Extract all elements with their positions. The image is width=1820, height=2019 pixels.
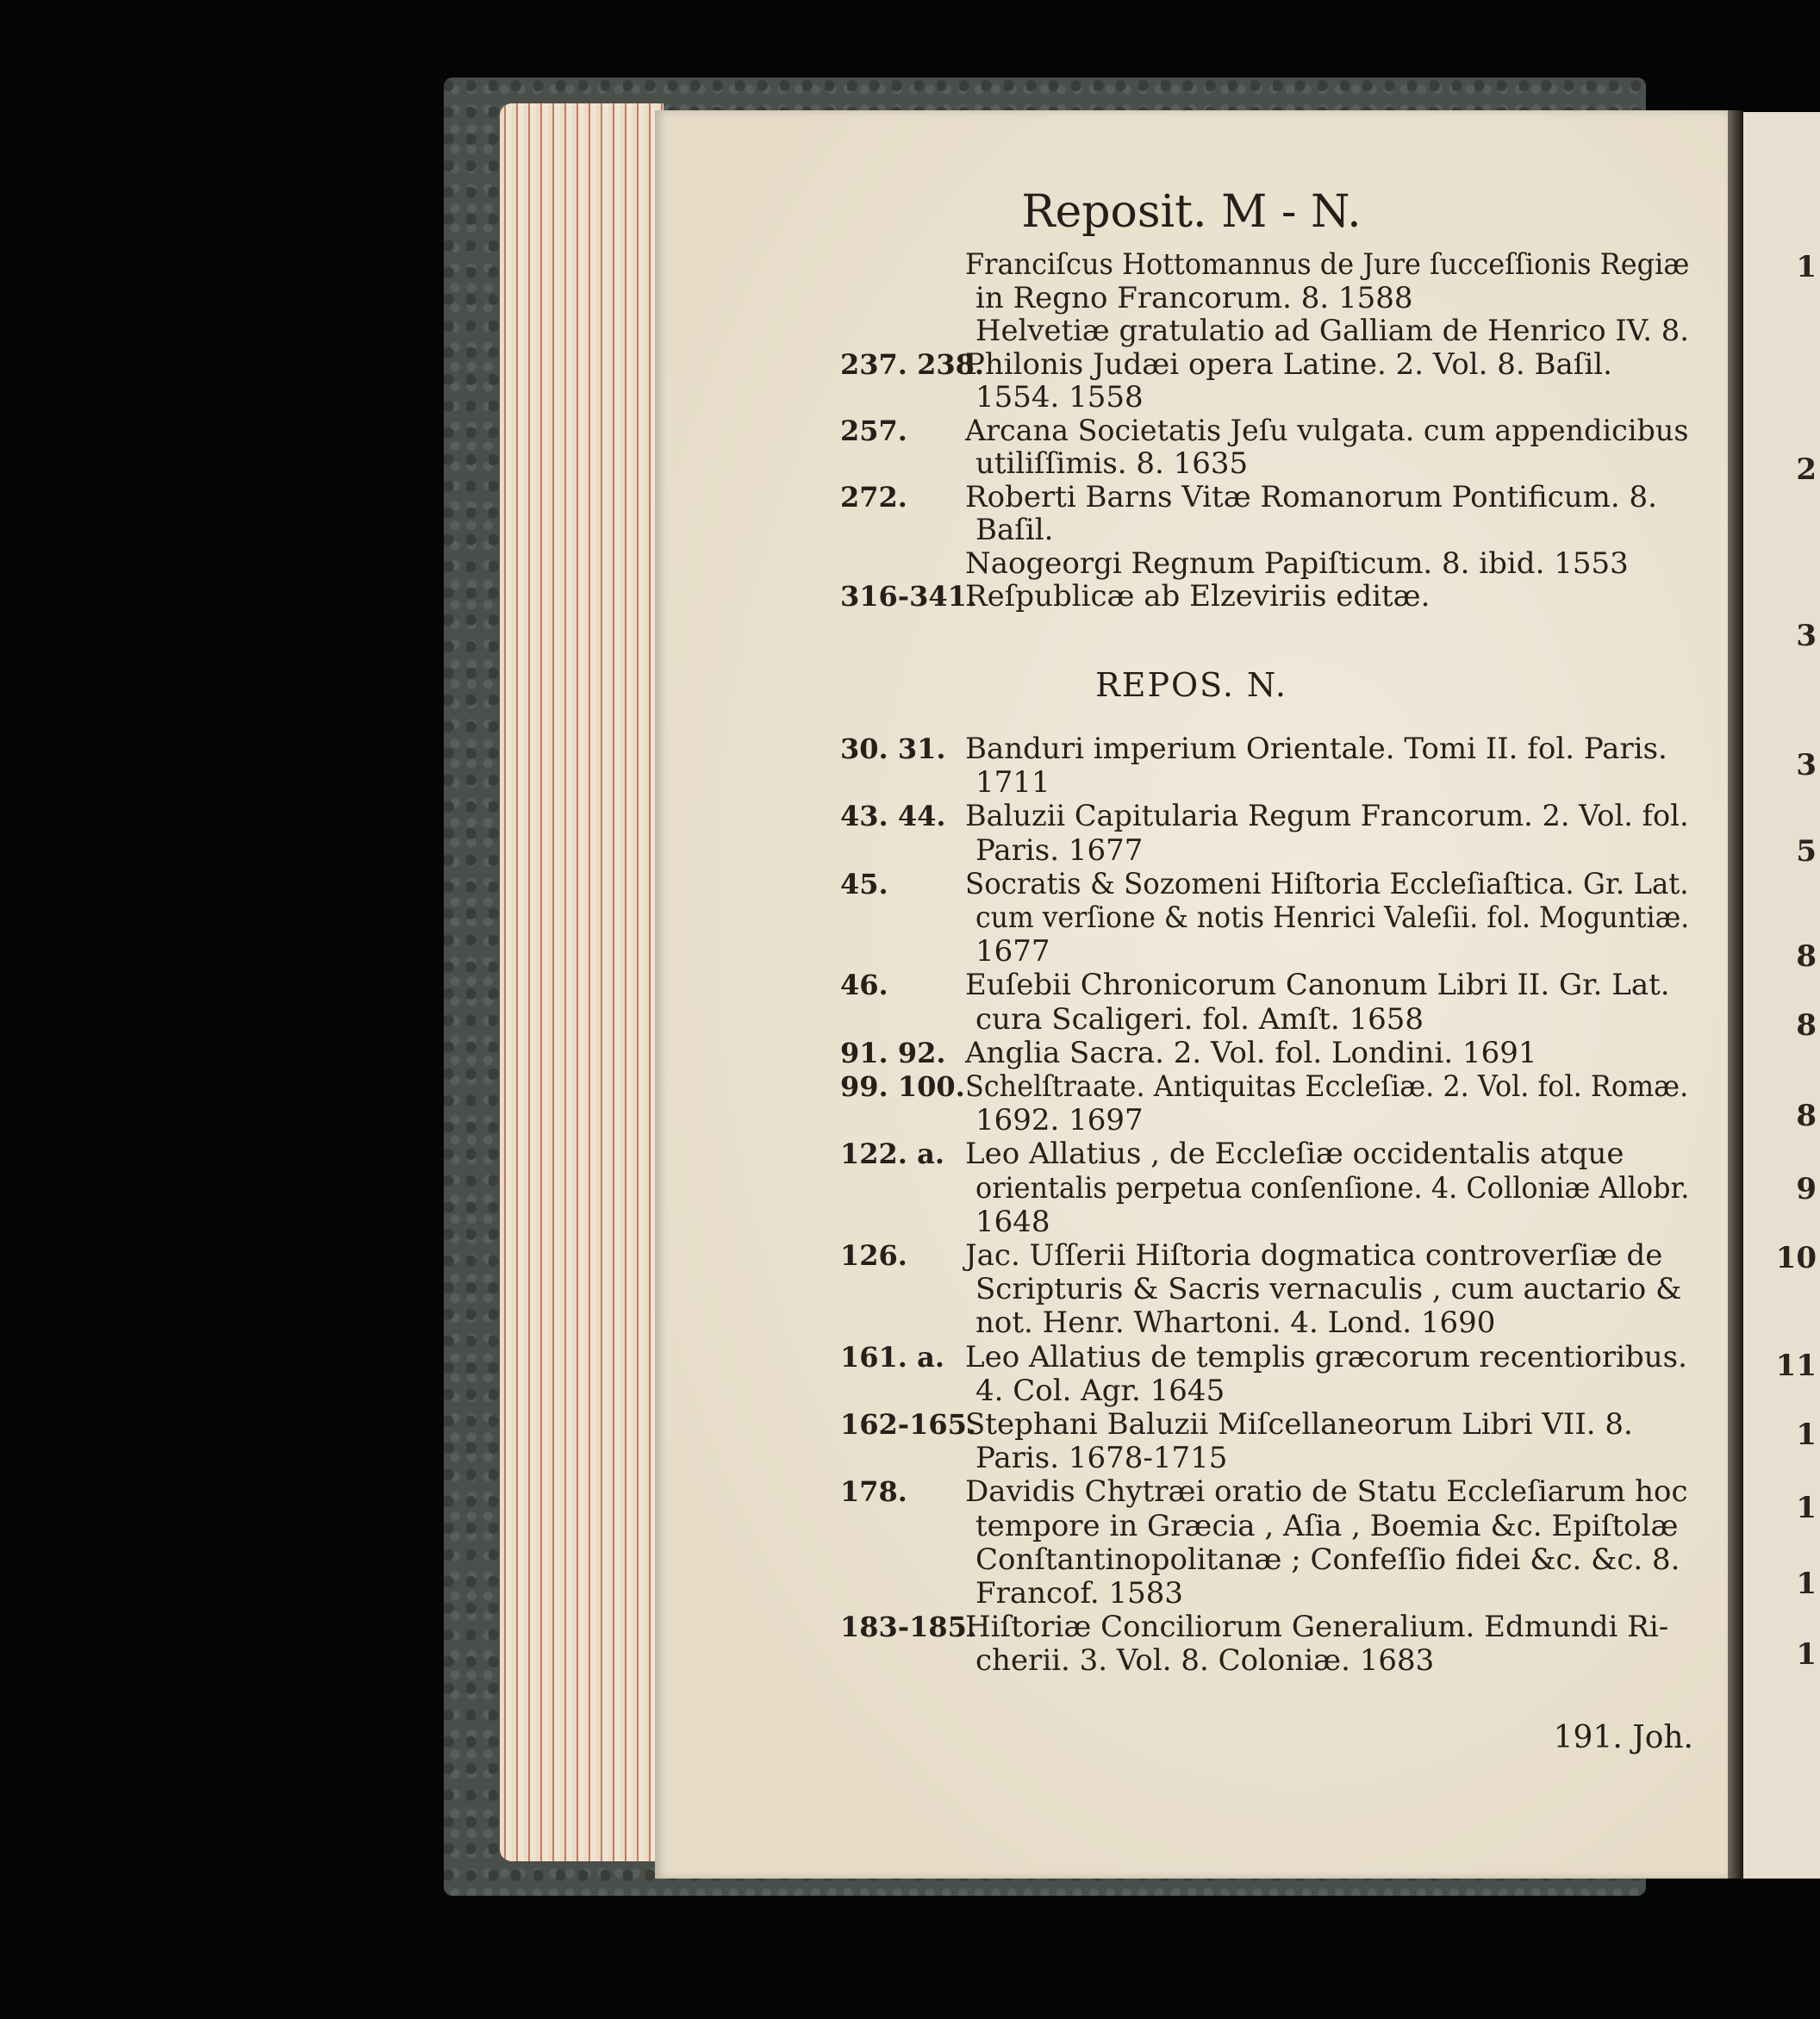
facing-page-fragment: 11 <box>1775 1349 1817 1383</box>
entry-number: 272. <box>840 480 907 514</box>
facing-page-fragment: 8 <box>1796 939 1817 974</box>
book-page <box>655 110 1728 1879</box>
entry-line: Philonis Judæi opera Latine. 2. Vol. 8. Baſil. <box>965 346 1612 382</box>
entry-number: 257. <box>840 414 907 447</box>
facing-page-fragment: 1 <box>1796 250 1817 284</box>
entry-line: Paris. 1677 <box>975 832 1144 868</box>
entry-number: 237. 238. <box>840 347 985 381</box>
entry-line: tempore in Græcia , Aſia , Boemia &c. Epiſtolæ <box>975 1508 1679 1543</box>
entry-number: 45. <box>840 867 888 900</box>
entry-line: Anglia Sacra. 2. Vol. fol. Londini. 1691 <box>965 1035 1537 1070</box>
entry-number: 46. <box>840 969 888 1002</box>
entry-line: Francof. 1583 <box>975 1576 1184 1611</box>
entry-line: Arcana Societatis Jeſu vulgata. cum appendicibus <box>965 413 1689 448</box>
entry-line: 1692. 1697 <box>975 1103 1144 1138</box>
entry-line: Naogeorgi Regnum Papiſticum. 8. ibid. 1553 <box>965 545 1629 581</box>
entry-line: in Regno Francorum. 8. 1588 <box>975 280 1413 315</box>
entry-line: Leo Allatius , de Eccleſiæ occidentalis atque <box>965 1137 1624 1172</box>
entry-line: Franciſcus Hottomannus de Jure ſucceſſionis Regiæ <box>965 247 1690 282</box>
entry-line: Baluzii Capitularia Regum Francorum. 2. Vol. fol. <box>965 799 1689 834</box>
facing-page-fragment: 1 <box>1796 1491 1817 1525</box>
entry-number: 91. 92. <box>840 1036 946 1069</box>
entry-line: orientalis perpetua conſenſione. 4. Colloniæ Allobr. <box>975 1170 1690 1206</box>
catchword: 191. Joh. <box>1553 1720 1693 1755</box>
entry-number: 122. a. <box>840 1137 944 1171</box>
entry-number: 316-341. <box>840 580 977 613</box>
facing-page-fragment: 8 <box>1796 1099 1817 1133</box>
entry-line: Baſil. <box>975 513 1054 547</box>
entry-line: 1648 <box>975 1204 1050 1239</box>
entry-line: Jac. Uſſerii Hiſtoria dogmatica controverſiæ de <box>965 1238 1663 1273</box>
entry-line: Schelſtraate. Antiquitas Eccleſiæ. 2. Vol. fol. Romæ. <box>965 1069 1689 1104</box>
facing-page-fragment: 5 <box>1796 834 1817 869</box>
entry-line: Leo Allatius de templis græcorum recentioribus. <box>965 1339 1687 1374</box>
facing-page-fragment: 9 <box>1796 1172 1817 1206</box>
entry-number: 162-165. <box>840 1408 977 1441</box>
entry-line: Paris. 1678-1715 <box>975 1441 1228 1476</box>
entry-line: Helvetiæ gratulatio ad Galliam de Henrico IV. 8. <box>975 314 1690 348</box>
entry-line: cura Scaligeri. fol. Amſt. 1658 <box>975 1001 1424 1037</box>
entry-line: 4. Col. Agr. 1645 <box>975 1373 1225 1408</box>
entry-line: 1711 <box>975 765 1050 801</box>
entry-line: Conſtantinopolitanæ ; Confeſſio fidei &c. &c. 8. <box>975 1542 1680 1577</box>
section-heading: REPOS. N. <box>1095 666 1287 704</box>
entry-line: Euſebii Chronicorum Canonum Libri II. Gr. Lat. <box>965 968 1670 1003</box>
entry-line: 1677 <box>975 934 1050 969</box>
entry-line: Hiſtoriæ Conciliorum Generalium. Edmundi Ri- <box>965 1610 1669 1645</box>
facing-page <box>1743 112 1820 1879</box>
gutter-shadow <box>1728 110 1743 1879</box>
entry-line: not. Henr. Whartoni. 4. Lond. 1690 <box>975 1305 1496 1341</box>
facing-page-fragment: 1 <box>1796 1418 1817 1452</box>
entry-line: cum verſione & notis Henrici Valeſii. fol. Moguntiæ. <box>975 900 1690 935</box>
facing-page-fragment: 3 <box>1796 748 1817 782</box>
entry-line: Banduri imperium Orientale. Tomi II. fol. Paris. <box>965 732 1667 766</box>
entry-number: 43. 44. <box>840 800 946 833</box>
entry-number: 30. 31. <box>840 732 946 765</box>
facing-page-fragment: 1 <box>1796 1567 1817 1601</box>
entry-number: 161. a. <box>840 1340 944 1374</box>
page-edges <box>500 103 664 1861</box>
entry-number: 99. 100. <box>840 1070 965 1103</box>
entry-line: Scripturis & Sacris vernaculis , cum auctario & <box>975 1272 1682 1307</box>
entry-line: Roberti Barns Vitæ Romanorum Pontificum. 8. <box>965 479 1657 514</box>
entry-number: 183-185. <box>840 1611 977 1644</box>
entry-line: utiliſſimis. 8. 1635 <box>975 446 1249 481</box>
entry-line: Davidis Chytræi oratio de Statu Eccleſiarum hoc <box>965 1474 1688 1510</box>
facing-page-fragment: 8 <box>1796 1008 1817 1043</box>
running-head: Reposit. M - N. <box>1021 186 1362 238</box>
entry-line: Stephani Baluzii Miſcellaneorum Libri VII. 8. <box>965 1407 1633 1442</box>
entry-line: 1554. 1558 <box>975 380 1144 414</box>
entry-number: 178. <box>840 1475 907 1509</box>
entry-line: cherii. 3. Vol. 8. Coloniæ. 1683 <box>975 1643 1435 1679</box>
facing-page-fragment: 2 <box>1796 452 1817 487</box>
facing-page-fragment: 10 <box>1775 1241 1817 1275</box>
entry-number: 126. <box>840 1239 907 1272</box>
entry-line: Socratis & Sozomeni Hiſtoria Eccleſiaſtica. Gr. Lat. <box>965 866 1689 901</box>
facing-page-fragment: 1 <box>1796 1637 1817 1672</box>
entry-line: Reſpublicæ ab Elzeviriis editæ. <box>965 579 1430 614</box>
facing-page-fragment: 3 <box>1796 619 1817 653</box>
